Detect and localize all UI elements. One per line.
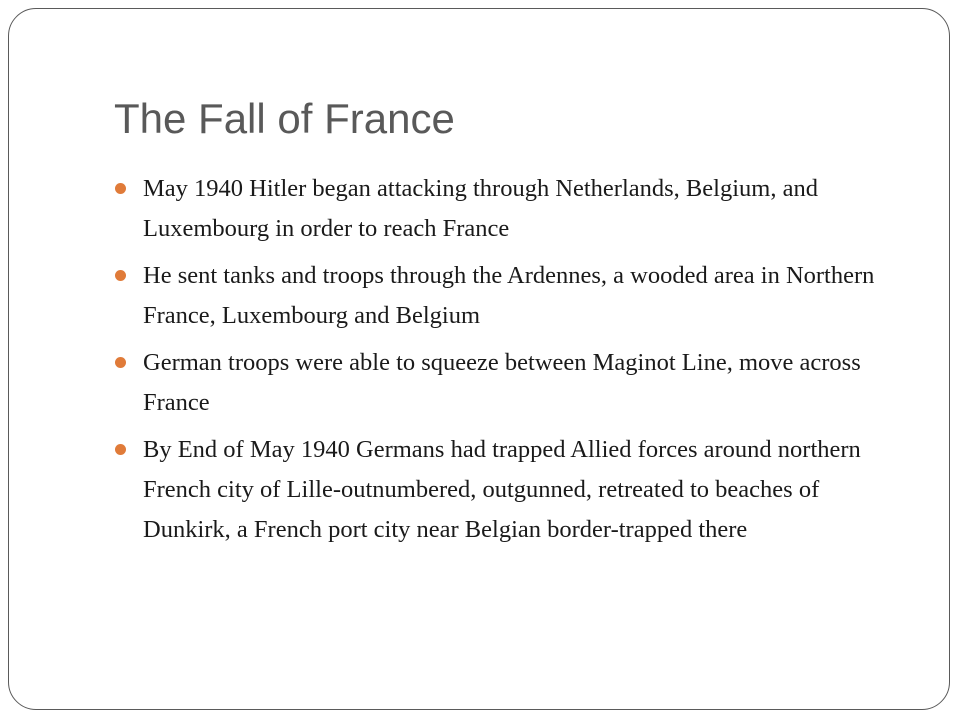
bullet-dot-icon — [115, 270, 126, 281]
bullet-item — [113, 343, 893, 423]
bullet-text: German troops were able to squeeze between Maginot Line, move across France — [143, 349, 861, 416]
bullet-list — [113, 169, 893, 557]
bullet-text: He sent tanks and troops through the Ardennes, a wooded area in Northern France, Luxembourg and Belgium — [143, 262, 875, 329]
slide-title: The Fall of France — [114, 95, 455, 142]
slide-frame — [8, 8, 950, 710]
bullet-text: By End of May 1940 Germans had trapped Allied forces around northern French city of Lille-outnumbered, outgunned, retreated to beaches of Dunkirk, a French port city near Belgian border-trapped there — [143, 436, 861, 543]
bullet-item — [113, 430, 893, 550]
bullet-dot-icon — [115, 357, 126, 368]
bullet-item — [113, 169, 893, 249]
bullet-text: May 1940 Hitler began attacking through Netherlands, Belgium, and Luxembourg in order to reach France — [143, 175, 818, 242]
bullet-item — [113, 256, 893, 336]
bullet-dot-icon — [115, 444, 126, 455]
bullet-dot-icon — [115, 183, 126, 194]
